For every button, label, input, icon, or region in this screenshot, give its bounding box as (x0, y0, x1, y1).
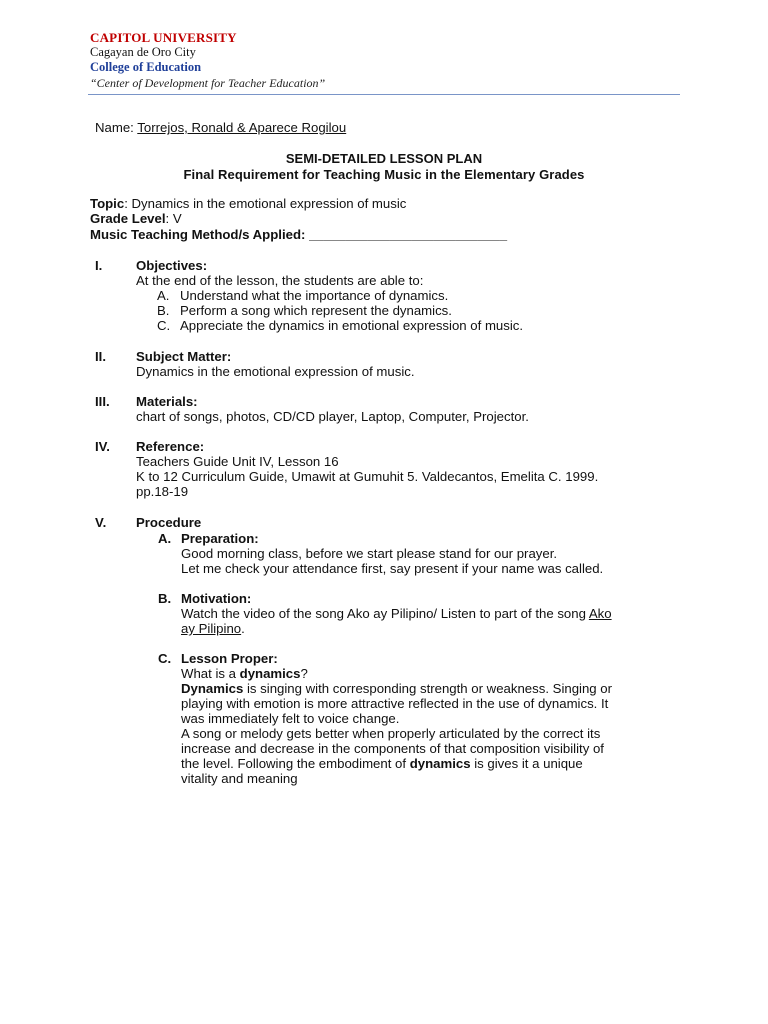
item-text: Understand what the importance of dynamics. (180, 288, 449, 303)
section-heading: Reference: (136, 439, 205, 454)
section-number: V. (95, 515, 107, 530)
objective-item (157, 318, 523, 333)
subsection-heading (158, 651, 278, 666)
section-heading: Procedure (136, 515, 202, 530)
author-name-line (95, 120, 346, 135)
objective-item (157, 288, 448, 303)
item-letter: B. (157, 303, 170, 318)
lesson-paragraph-line (181, 756, 583, 771)
song-link[interactable]: Ako (588, 606, 612, 621)
materials-text: chart of songs, photos, CD/CD player, Laptop, Computer, Projector. (136, 409, 529, 424)
paragraph-text: the level. Following the embodiment of (181, 756, 410, 771)
preparation-line: Good morning class, before we start please stand for our prayer. (181, 546, 558, 561)
section-number: III. (95, 394, 110, 409)
objective-item (157, 303, 452, 318)
item-letter: C. (157, 318, 171, 333)
heading-text: Motivation: (181, 591, 252, 606)
lesson-question (181, 666, 308, 681)
paragraph-term: dynamics (409, 756, 471, 771)
grade-level-line (90, 211, 182, 226)
document-title: SEMI-DETAILED LESSON PLAN (285, 151, 483, 166)
letterhead-divider (88, 94, 680, 95)
item-text: Appreciate the dynamics in emotional expression of music. (180, 318, 524, 333)
item-letter: A. (158, 531, 172, 546)
lesson-definition-line: playing with emotion is more attractive reflected in the use of dynamics. It (181, 696, 609, 711)
topic-line (90, 196, 406, 211)
teaching-method-line: Music Teaching Method/s Applied: ___________________________ (90, 227, 508, 242)
subsection-heading (158, 591, 251, 606)
section-heading: Objectives: (136, 258, 208, 273)
motivation-text: Watch the video of the song Ako ay Pilipino/ Listen to part of the song (181, 606, 589, 621)
motivation-tail: . (241, 621, 245, 636)
lesson-definition-line (181, 681, 612, 696)
grade-level-label: Grade Level (90, 211, 166, 226)
author-name-label: Name: (95, 120, 138, 135)
definition-text: is singing with corresponding strength or weakness. Singing or (243, 681, 613, 696)
section-number: IV. (95, 439, 110, 454)
item-letter: C. (158, 651, 172, 666)
heading-text: Lesson Proper: (181, 651, 278, 666)
motivation-line (181, 621, 245, 636)
college-motto: “Center of Development for Teacher Education” (90, 76, 326, 90)
motivation-line (181, 606, 612, 621)
section-number: II. (95, 349, 106, 364)
letterhead (90, 30, 325, 92)
section-heading: Subject Matter: (136, 349, 232, 364)
preparation-line: Let me check your attendance first, say present if your name was called. (181, 561, 604, 576)
university-city: Cagayan de Oro City (90, 45, 196, 59)
section-heading: Materials: (136, 394, 198, 409)
objectives-intro: At the end of the lesson, the students are able to: (136, 273, 424, 288)
lesson-paragraph-line: A song or melody gets better when properly articulated by the correct its (181, 726, 601, 741)
section-number: I. (95, 258, 103, 273)
item-letter: B. (158, 591, 172, 606)
question-post: ? (300, 666, 308, 681)
subsection-heading (158, 531, 259, 546)
topic-value: : Dynamics in the emotional expression of music (124, 196, 407, 211)
question-term: dynamics (239, 666, 301, 681)
lesson-definition-line: was immediately felt to voice change. (181, 711, 400, 726)
reference-line: pp.18-19 (136, 484, 189, 499)
reference-line: K to 12 Curriculum Guide, Umawit at Gumuhit 5. Valdecantos, Emelita C. 1999. (136, 469, 599, 484)
definition-term: Dynamics (181, 681, 244, 696)
grade-level-value: : V (165, 211, 182, 226)
college-name: College of Education (90, 60, 202, 74)
lesson-paragraph-line: increase and decrease in the components of that composition visibility of (181, 741, 604, 756)
item-text: Perform a song which represent the dynamics. (180, 303, 452, 318)
lesson-paragraph-line: vitality and meaning (181, 771, 298, 786)
item-letter: A. (157, 288, 170, 303)
paragraph-text: is gives it a unique (470, 756, 583, 771)
author-name-value: Torrejos, Ronald & Aparece Rogilou (137, 120, 347, 135)
university-name: CAPITOL UNIVERSITY (90, 30, 237, 45)
subject-matter-text: Dynamics in the emotional expression of music. (136, 364, 415, 379)
reference-line: Teachers Guide Unit IV, Lesson 16 (136, 454, 339, 469)
document-subtitle: Final Requirement for Teaching Music in the Elementary Grades (183, 167, 585, 182)
heading-text: Preparation: (181, 531, 259, 546)
topic-label: Topic (90, 196, 125, 211)
question-pre: What is a (181, 666, 240, 681)
song-link[interactable]: ay Pilipino (181, 621, 242, 636)
